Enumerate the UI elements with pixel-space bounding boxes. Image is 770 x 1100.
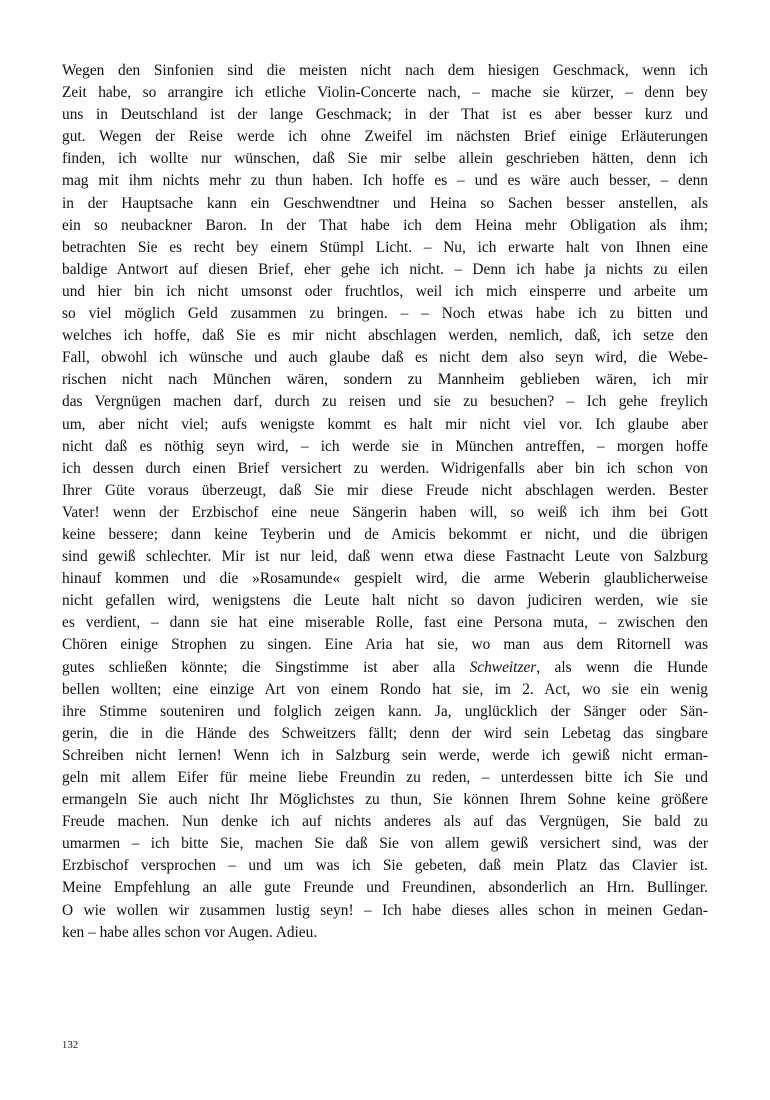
italic-term: Schweitzer: [469, 658, 537, 676]
body-line: gut. Wegen der Reise werde ich ohne Zweifel im nächsten Brief einige Erläuterungen: [62, 128, 708, 146]
body-line: hinauf kommen und die »Rosamunde« gespielt wird, die arme Weberin glaublicherweise: [62, 570, 708, 588]
body-line: keine bessere; dann keine Teyberin und de Amicis bekommt er nicht, und die übrigen: [62, 525, 708, 543]
body-line: es verdient, – dann sie hat eine miserable Rolle, fast eine Persona muta, – zwischen den: [62, 614, 708, 632]
body-line: baldige Antwort auf diesen Brief, eher gehe ich nicht. – Denn ich habe ja nichts zu eilen: [62, 260, 708, 278]
body-line: bellen wollten; eine einzige Art von einem Rondo hat sie, im 2. Act, wo sie ein wenig: [62, 680, 708, 698]
body-line: ihre Stimme souteniren und folglich zeigen kann. Ja, unglücklich der Sänger oder Sän-: [62, 702, 708, 720]
body-line: ermangeln Sie auch nicht Ihr Möglichstes zu thun, Sie können Ihrem Sohne keine größere: [62, 791, 708, 809]
body-line: Zeit habe, so arrangire ich etliche Violin-Concerte nach, – mache sie kürzer, – denn bey: [62, 84, 708, 102]
body-line: Ihrer Güte voraus überzeugt, daß Sie mir diese Freude nicht abschlagen werden. Bester: [62, 481, 708, 499]
body-line: Erzbischof versprochen – und um was ich Sie gebeten, daß mein Platz das Clavier ist.: [62, 857, 708, 875]
body-line: Chören einige Strophen zu singen. Eine Aria hat sie, wo man aus dem Ritornell was: [62, 636, 708, 654]
body-line: Vater! wenn der Erzbischof eine neue Sängerin haben will, so weiß ich ihm bei Gott: [62, 503, 708, 521]
body-line: betrachten Sie es recht bey einem Stümpl Licht. – Nu, ich erwarte halt von Ihnen eine: [62, 238, 708, 256]
body-line: geln mit allem Eifer für meine liebe Freundin zu reden, – unterdessen bitte ich Sie und: [62, 769, 708, 786]
body-line: gerin, die in die Hände des Schweitzers fällt; denn der wird sein Lebetag das singbare: [62, 724, 708, 742]
body-line: ken – habe alles schon vor Augen. Adieu.: [62, 923, 318, 941]
body-line: und hier bin ich nicht umsonst oder fruchtlos, weil ich mich einsperre und arbeite um: [62, 282, 708, 300]
body-line: welches ich hoffe, daß Sie es mir nicht abschlagen werden, nemlich, daß, ich setze den: [62, 327, 708, 345]
page-number: 132: [62, 1040, 79, 1051]
body-line: Meine Empfehlung an alle gute Freunde und Freundinen, absonderlich an Hrn. Bullinger.: [62, 879, 708, 897]
body-line: mag mit ihm nichts mehr zu thun haben. Ich hoffe es – und es wäre auch besser, – denn: [62, 172, 708, 190]
body-line: ich dessen durch einen Brief versichert zu werden. Widrigenfalls aber bin ich schon von: [62, 459, 708, 477]
body-line: Schreiben nicht lernen! Wenn ich in Salzburg sein werde, werde ich gewiß nicht erman-: [62, 746, 708, 764]
body-line: rischen nicht nach München wären, sondern zu Mannheim geblieben wären, ich mir: [62, 371, 708, 389]
body-line: gutes schließen könnte; die Singstimme ist aber alla Schweitzer, als wenn die Hunde: [62, 658, 708, 676]
body-line: sind gewiß schlechter. Mir ist nur leid, daß wenn etwa diese Fastnacht Leute von Salzburg: [62, 548, 708, 566]
body-text-block: [62, 60, 708, 944]
body-line: um, aber nicht viel; aufs wenigste kommt es halt mir nicht viel vor. Ich glaube aber: [62, 415, 708, 433]
body-line: in der Hauptsache kann ein Geschwendtner und Heina so Sachen besser anstellen, als: [62, 194, 708, 212]
body-line: Wegen den Sinfonien sind die meisten nicht nach dem hiesigen Geschmack, wenn ich: [62, 62, 708, 79]
body-line: umarmen – ich bitte Sie, machen Sie daß Sie von allem gewiß versichert sind, was der: [62, 835, 708, 853]
body-line: uns in Deutschland ist der lange Geschmack; in der That ist es aber besser kurz und: [62, 106, 708, 124]
body-line: Freude machen. Nun denke ich auf nichts anderes als auf das Vergnügen, Sie bald zu: [62, 813, 708, 831]
body-line: das Vergnügen machen darf, durch zu reisen und sie zu besuchen? – Ich gehe freylich: [62, 393, 708, 411]
body-line: so viel möglich Geld zusammen zu bringen. – – Noch etwas habe ich zu bitten und: [62, 305, 708, 323]
body-line: finden, ich wollte nur wünschen, daß Sie mir selbe allein geschrieben hätten, denn ich: [62, 150, 708, 168]
body-line: Fall, obwohl ich wünsche und auch glaube daß es nicht dem also seyn wird, die Webe-: [62, 349, 708, 367]
body-line: ein so neubackner Baron. In der That habe ich dem Heina mehr Obligation als ihm;: [62, 216, 708, 234]
body-line: O wie wollen wir zusammen lustig seyn! – Ich habe dieses alles schon in meinen Gedan-: [62, 901, 708, 919]
body-line: nicht gefallen wird, wenigstens die Leute halt nicht so davon judiciren werden, wie sie: [62, 592, 708, 610]
body-line: nicht daß es nöthig seyn wird, – ich werde sie in München antreffen, – morgen hoffe: [62, 437, 708, 455]
